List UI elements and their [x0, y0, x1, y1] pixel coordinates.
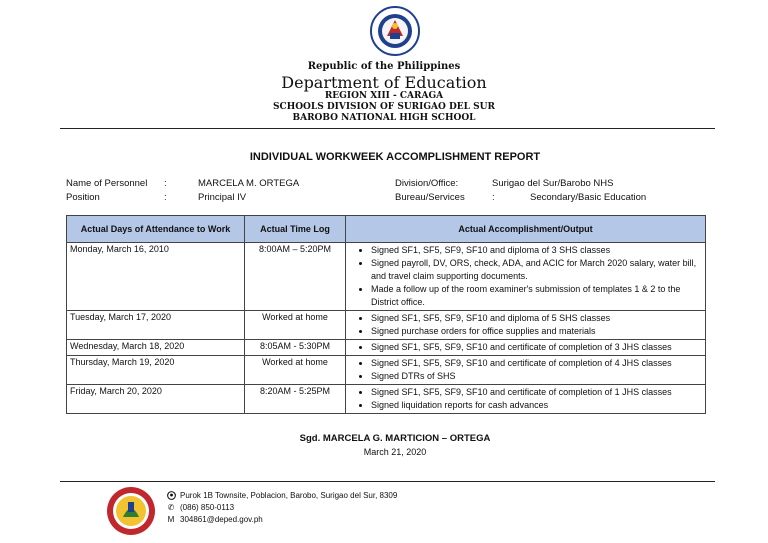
school-line: BAROBO NATIONAL HIGH SCHOOL	[292, 113, 476, 123]
row-time: 8:05AM - 5:30PM	[245, 340, 346, 356]
bureau-value: Secondary/Basic Education	[530, 192, 647, 203]
office-lines	[0, 91, 768, 124]
header-time-log: Actual Time Log	[245, 216, 346, 243]
output-item: • Signed SF1, SF5, SF9, SF10 and certificate of completion of 1 JHS classes	[371, 386, 702, 399]
row-day: Wednesday, March 18, 2020	[67, 340, 245, 356]
accomplishment-table	[66, 215, 706, 414]
office-label: Division/Office:	[395, 178, 459, 189]
row-day: Monday, March 16, 2010	[67, 243, 245, 311]
division-line: SCHOOLS DIVISION OF SURIGAO DEL SUR	[273, 102, 495, 112]
school-logo	[106, 486, 156, 536]
output-item: • Signed SF1, SF5, SF9, SF10 and diploma of 5 SHS classes	[371, 312, 702, 325]
output-item: • Signed SF1, SF5, SF9, SF10 and certificate of completion of 4 JHS classes	[371, 357, 702, 370]
office-value: Surigao del Sur/Barobo NHS	[492, 178, 614, 189]
location-icon	[165, 491, 177, 502]
row-day: Tuesday, March 17, 2020	[67, 311, 245, 340]
name-label: Name of Personnel	[66, 178, 148, 189]
row-output	[346, 340, 706, 356]
deped-seal	[370, 6, 420, 56]
footer-divider	[60, 481, 715, 482]
table-header-row	[67, 216, 706, 243]
footer-phone: (086) 850-0113	[180, 503, 235, 512]
table-row	[67, 356, 706, 385]
table-row	[67, 385, 706, 414]
phone-icon: ✆	[167, 503, 175, 512]
row-output	[346, 243, 706, 311]
header-days: Actual Days of Attendance to Work	[67, 216, 245, 243]
row-day: Thursday, March 19, 2020	[67, 356, 245, 385]
position-value: Principal IV	[198, 192, 247, 203]
row-output	[346, 356, 706, 385]
email-icon: M	[167, 515, 175, 524]
bureau-colon: :	[492, 192, 495, 203]
table-row	[67, 311, 706, 340]
table-row	[67, 243, 706, 311]
region-line: REGION XIII - CARAGA	[324, 91, 444, 101]
position-label: Position	[66, 192, 100, 203]
row-output	[346, 385, 706, 414]
signature-date: March 21, 2020	[363, 447, 427, 457]
bureau-label: Bureau/Services	[395, 192, 465, 203]
output-item: • Signed DTRs of SHS	[371, 370, 702, 383]
report-title: INDIVIDUAL WORKWEEK ACCOMPLISHMENT REPORT	[249, 151, 541, 163]
header-accomplishment: Actual Accomplishment/Output	[346, 216, 706, 243]
table-row	[67, 340, 706, 356]
row-output	[346, 311, 706, 340]
department-name: Department of Education	[281, 73, 487, 92]
row-time: Worked at home	[245, 311, 346, 340]
row-time: 8:20AM - 5:25PM	[245, 385, 346, 414]
output-item: • Signed payroll, DV, ORS, check, ADA, and ACIC for March 2020 salary, water bill, and travel claim supporting documents.	[371, 257, 702, 283]
output-item: • Made a follow up of the room examiner's submission of templates 1 & 2 to the District office.	[371, 283, 702, 309]
header-divider	[60, 128, 715, 129]
name-colon: :	[164, 178, 167, 189]
name-value: MARCELA M. ORTEGA	[198, 178, 300, 189]
position-colon: :	[164, 192, 167, 203]
row-time: 8:00AM – 5:20PM	[245, 243, 346, 311]
output-item: • Signed purchase orders for office supplies and materials	[371, 325, 702, 338]
republic-line: Republic of the Philippines	[307, 61, 461, 72]
footer-email: 304861@deped.gov.ph	[180, 515, 263, 524]
output-item: • Signed SF1, SF5, SF9, SF10 and certificate of completion of 3 JHS classes	[371, 341, 702, 354]
signatory-name: Sgd. MARCELA G. MARTICION – ORTEGA	[299, 433, 491, 444]
row-time: Worked at home	[245, 356, 346, 385]
output-item: • Signed liquidation reports for cash advances	[371, 399, 702, 412]
row-day: Friday, March 20, 2020	[67, 385, 245, 414]
footer-address: Purok 1B Townsite, Poblacion, Barobo, Surigao del Sur, 8309	[180, 491, 398, 500]
output-item: • Signed SF1, SF5, SF9, SF10 and diploma of 3 SHS classes	[371, 244, 702, 257]
